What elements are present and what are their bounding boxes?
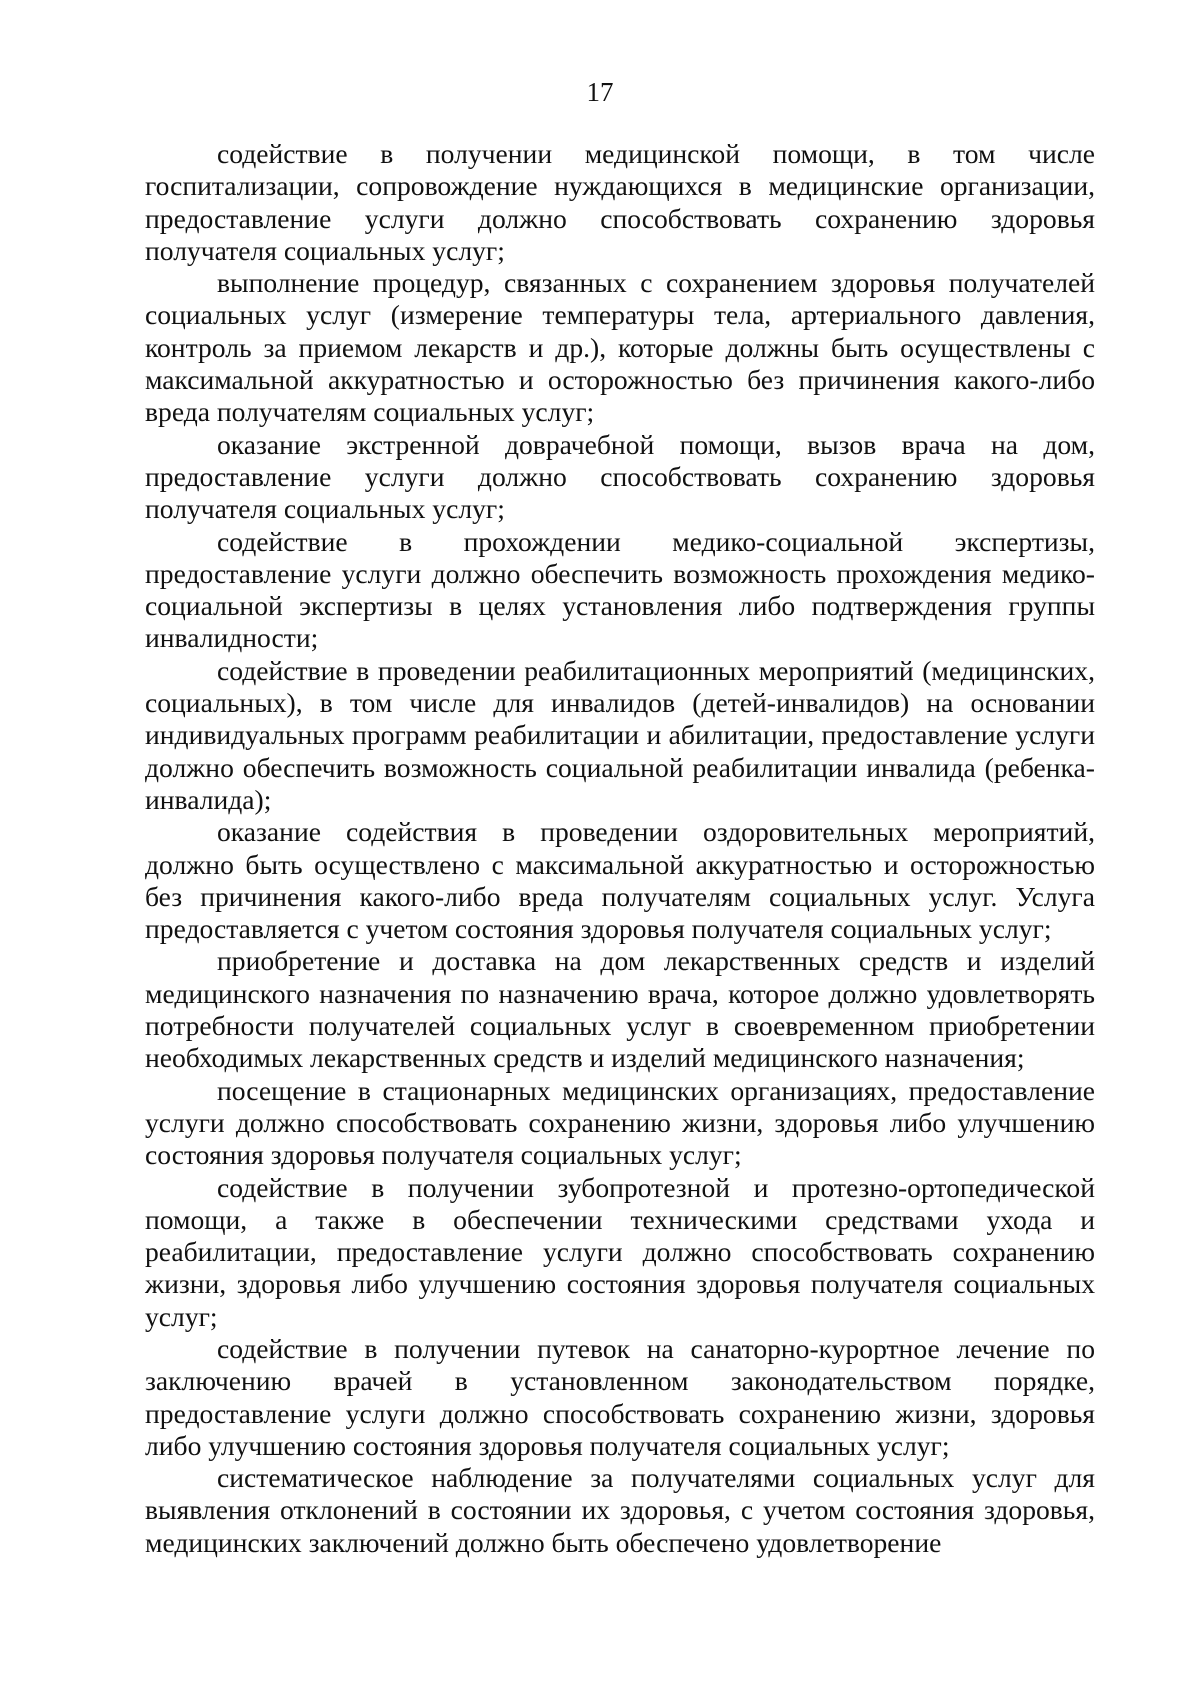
paragraph: содействие в получении путевок на санаторно-курортное лечение по заключению врачей в установленном законодательством порядке, предоставление услуги должно способствовать сохранению жизни, здоровья либо улучшению состояния здоровья получателя социальных услуг; — [145, 1332, 1095, 1461]
paragraph: оказание содействия в проведении оздоровительных мероприятий, должно быть осуществлено с максимальной аккуратностью и осторожностью без причинения какого-либо вреда получателям социальных услуг. Услуга предоставляется с учетом состояния здоровья получателя социальных услуг; — [145, 816, 1095, 945]
page-number: 17 — [586, 77, 614, 107]
paragraph: содействие в прохождении медико-социальной экспертизы, предоставление услуги должно обеспечить возможность прохождения медико-социальной экспертизы в целях установления либо подтверждения группы инвалидности; — [145, 525, 1095, 654]
paragraph: выполнение процедур, связанных с сохранением здоровья получателей социальных услуг (измерение температуры тела, артериального давления, контроль за приемом лекарств и др.), которые должны быть осуществлены с максимальной аккуратностью и осторожностью без причинения какого-либо вреда получателям социальных услуг; — [145, 267, 1095, 428]
paragraph: посещение в стационарных медицинских организациях, предоставление услуги должно способствовать сохранению жизни, здоровья либо улучшению состояния здоровья получателя социальных услуг; — [145, 1074, 1095, 1171]
paragraph: приобретение и доставка на дом лекарственных средств и изделий медицинского назначения по назначению врача, которое должно удовлетворять потребности получателей социальных услуг в своевременном приобретении необходимых лекарственных средств и изделий медицинского назначения; — [145, 945, 1095, 1074]
paragraph: содействие в проведении реабилитационных мероприятий (медицинских, социальных), в том числе для инвалидов (детей-инвалидов) на основании индивидуальных программ реабилитации и абилитации, предоставление услуги должно обеспечить возможность социальной реабилитации инвалида (ребенка-инвалида); — [145, 654, 1095, 815]
document-body — [145, 138, 1095, 1559]
paragraph: содействие в получении медицинской помощи, в том числе госпитализации, сопровождение нуждающихся в медицинские организации, предоставление услуги должно способствовать сохранению здоровья получателя социальных услуг; — [145, 138, 1095, 266]
paragraph: содействие в получении зубопротезной и протезно-ортопедической помощи, а также в обеспечении техническими средствами ухода и реабилитации, предоставление услуги должно способствовать сохранению жизни, здоровья либо улучшению состояния здоровья получателя социальных услуг; — [145, 1171, 1095, 1332]
paragraph: систематическое наблюдение за получателями социальных услуг для выявления отклонений в состоянии их здоровья, с учетом состояния здоровья, медицинских заключений должно быть обеспечено удовлетворение — [145, 1462, 1095, 1558]
paragraph: оказание экстренной доврачебной помощи, вызов врача на дом, предоставление услуги должно способствовать сохранению здоровья получателя социальных услуг; — [145, 428, 1095, 525]
